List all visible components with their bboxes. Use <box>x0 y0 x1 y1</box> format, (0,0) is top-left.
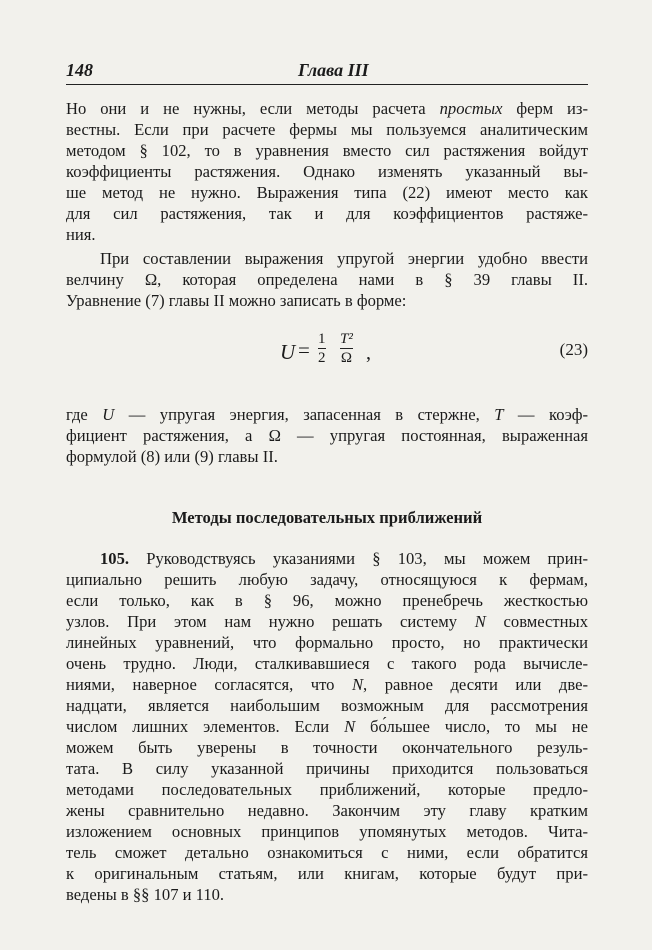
text-line: коэффициенты растяжения. Однако изменять указанный вы- <box>66 162 588 181</box>
text-line: можем быть уверены в точности окончательного резуль- <box>66 738 588 757</box>
text-line: Уравнение (7) главы II можно записать в форме: <box>66 291 407 310</box>
text-line: надцати, является наибольшим возможным для рассмотрения <box>66 696 588 715</box>
page-number: 148 <box>66 60 93 80</box>
fraction-denominator: 2 <box>318 350 326 366</box>
text-line: для сил растяжения, так и для коэффициентов растяже- <box>66 204 588 223</box>
page-header <box>66 60 588 82</box>
formula-lhs: U <box>280 340 296 364</box>
fraction-denominator: Ω <box>340 350 352 366</box>
equation-23 <box>66 330 588 374</box>
paragraph-2 <box>66 248 588 311</box>
text-line: методами последовательных приближений, которые предло- <box>66 780 588 799</box>
text-line: изложением основных принципов упомянутых методов. Чита- <box>66 822 588 841</box>
fraction-one-half <box>318 330 326 367</box>
text-line: ше метод не нужно. Выражения типа (22) имеют место как <box>66 183 588 202</box>
text-line: методом § 102, то в уравнения вместо сил растяжения войдут <box>66 141 588 160</box>
header-rule <box>66 84 588 85</box>
section-heading: Методы последовательных приближений <box>171 508 483 527</box>
chapter-title: Глава III <box>298 60 369 80</box>
text-line: тата. В силу указанной причины приходится пользоваться <box>66 759 588 778</box>
paragraph-4 <box>66 548 588 905</box>
text-line: Но они и не нужны, если методы расчета простых ферм из- <box>66 99 589 118</box>
text-line: очень трудно. Люди, сталкивавшиеся с такого рода вычисле- <box>66 654 588 673</box>
text-line: ципиально решить любую задачу, относящуюся к фермам, <box>66 570 588 589</box>
text-line: линейных уравнений, что формально просто, но практически <box>66 633 588 652</box>
text-line: формулой (8) или (9) главы II. <box>66 447 278 466</box>
formula-comma: , <box>366 342 371 364</box>
formula-equals: = <box>298 338 310 362</box>
text-line: тель сможет детально ознакомиться с ними, если обратится <box>66 843 588 862</box>
text-line: к оригинальным статьям, или книгам, которые будут при- <box>66 864 588 883</box>
text-line: жены сравнительно недавно. Закончим эту главу кратким <box>66 801 588 820</box>
text-line: ниями, наверное согласятся, что N, равное десяти или две- <box>66 675 589 694</box>
text-line: ния. <box>66 225 96 244</box>
text-line: ведены в §§ 107 и 110. <box>66 885 225 904</box>
text-line: если только, как в § 96, можно пренебречь жесткостью <box>66 591 588 610</box>
text-line: 105. Руководствуясь указаниями § 103, мы можем прин- <box>100 549 588 568</box>
paragraph-1 <box>66 98 588 245</box>
equation-number: (23) <box>559 340 588 359</box>
fraction-t2-omega <box>340 330 353 367</box>
text-line: велчину Ω, которая определена нами в § 39 главы II. <box>66 270 588 289</box>
fraction-numerator: T² <box>340 331 353 347</box>
text-line: При составлении выражения упругой энергии удобно ввести <box>100 249 588 268</box>
paragraph-3 <box>66 404 588 467</box>
text-line: где U — упругая энергия, запасенная в стержне, T — коэф- <box>66 405 589 424</box>
fraction-numerator: 1 <box>318 331 326 347</box>
text-line: фициент растяжения, а Ω — упругая постоянная, выраженная <box>66 426 588 445</box>
text-line: вестны. Если при расчете фермы мы пользуемся аналитическим <box>66 120 588 139</box>
text-line: числом лишних элементов. Если N бо́льшее число, то мы не <box>66 717 588 736</box>
text-line: узлов. При этом нам нужно решать систему N совместных <box>66 612 588 631</box>
